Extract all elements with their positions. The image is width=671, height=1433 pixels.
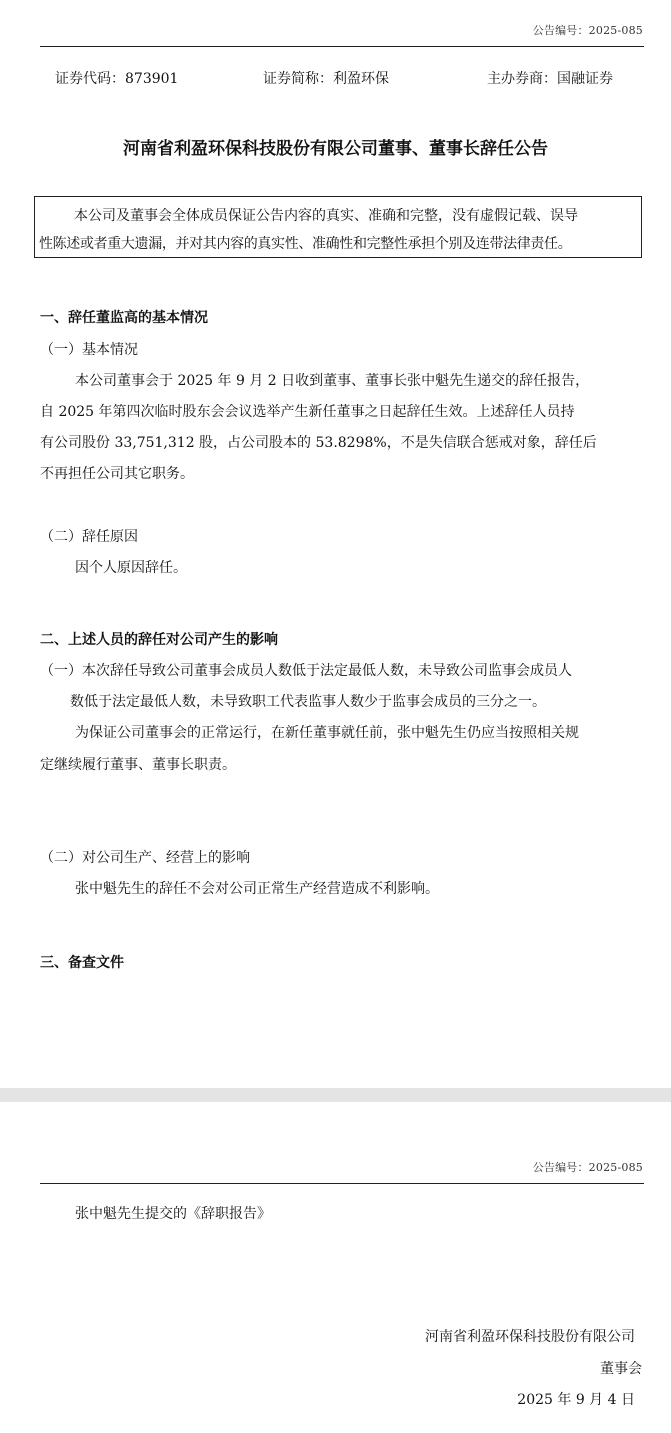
resignation-reason: 因个人原因辞任。 <box>75 560 187 576</box>
doc-number: 公告编号：2025-085 <box>532 1161 643 1174</box>
section-3-heading: 三、备查文件 <box>40 955 124 971</box>
section-1-heading: 一、辞任董监高的基本情况 <box>40 310 208 326</box>
impact-statement: 张中魁先生的辞任不会对公司正常生产经营造成不利影响。 <box>75 881 439 897</box>
section-2-sub-2-heading: （二）对公司生产、经营上的影响 <box>40 850 250 866</box>
sponsor-broker: 主办券商：国融证券 <box>487 71 613 87</box>
section-1-sub-2-heading: （二）辞任原因 <box>40 529 138 545</box>
doc-number: 公告编号：2025-085 <box>532 24 643 37</box>
signature-board: 董事会 <box>600 1361 642 1377</box>
section-2-heading: 二、上述人员的辞任对公司产生的影响 <box>40 632 278 648</box>
announcement-title: 河南省利盈环保科技股份有限公司董事、董事长辞任公告 <box>123 139 548 159</box>
paragraph-line: 本公司董事会于 2025 年 9 月 2 日收到董事、董事长张中魁先生递交的辞任报告， <box>75 373 590 389</box>
header-divider <box>40 1183 644 1184</box>
header-divider <box>40 46 644 47</box>
disclaimer-box <box>34 196 642 258</box>
paragraph-line: 不再担任公司其它职务。 <box>40 466 194 482</box>
signature-date: 2025 年 9 月 4 日 <box>517 1392 635 1408</box>
section-2-sub-1-line-1: （一）本次辞任导致公司董事会成员人数低于法定最低人数，未导致公司监事会成员人 <box>40 663 572 679</box>
page-break <box>0 1088 671 1102</box>
stock-code: 证券代码：873901 <box>55 71 179 87</box>
section-2-sub-1-line-2: 数低于法定最低人数，未导致职工代表监事人数少于监事会成员的三分之一。 <box>70 694 546 710</box>
disclaimer-line-1: 本公司及董事会全体成员保证公告内容的真实、准确和完整，没有虚假记载、误导 <box>74 208 578 224</box>
paragraph-line: 有公司股份 33,751,312 股，占公司股本的 53.8298%，不是失信联合惩戒对象，辞任后 <box>40 435 597 451</box>
paragraph-line: 自 2025 年第四次临时股东会会议选举产生新任董事之日起辞任生效。上述辞任人员持 <box>40 404 575 420</box>
paragraph-line: 为保证公司董事会的正常运行，在新任董事就任前，张中魁先生仍应当按照相关规 <box>75 725 579 741</box>
stock-abbreviation: 证券简称：利盈环保 <box>263 71 389 87</box>
signature-company: 河南省利盈环保科技股份有限公司 <box>425 1329 635 1345</box>
section-1-sub-1-heading: （一）基本情况 <box>40 342 138 358</box>
disclaimer-line-2: 性陈述或者重大遗漏，并对其内容的真实性、准确性和完整性承担个别及连带法律责任。 <box>39 236 572 252</box>
reference-file: 张中魁先生提交的《辞职报告》 <box>75 1206 271 1222</box>
document-page-2 <box>0 1102 671 1433</box>
paragraph-line: 定继续履行董事、董事长职责。 <box>40 757 236 773</box>
